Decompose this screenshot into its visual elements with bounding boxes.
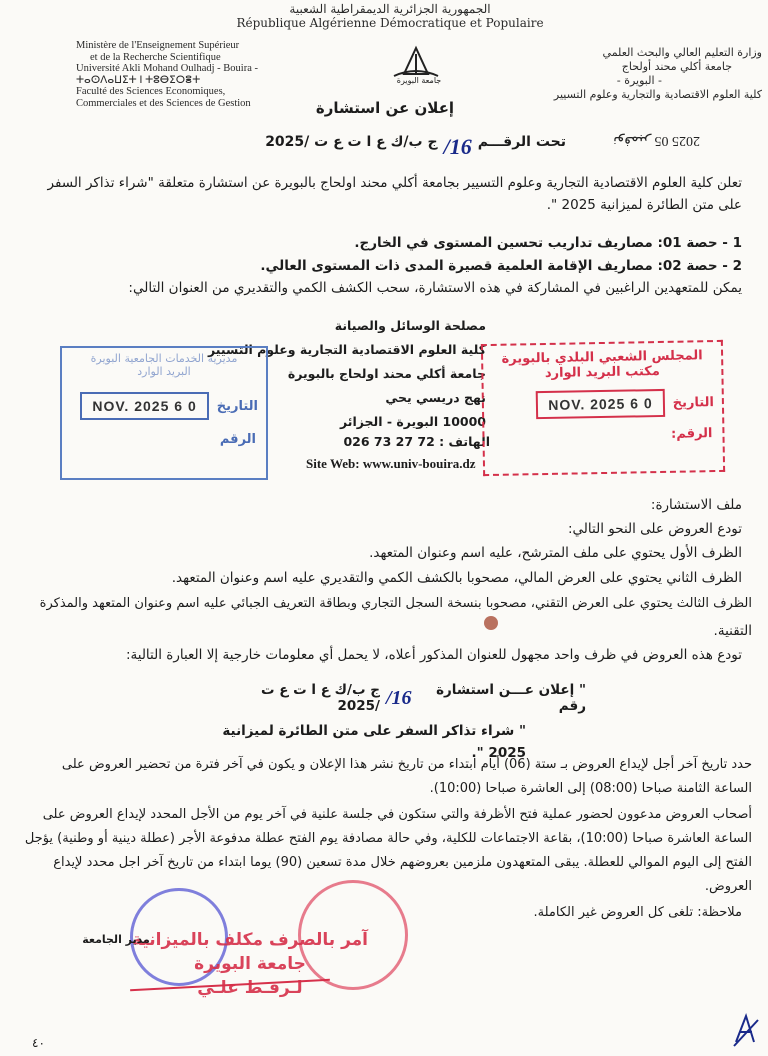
terms-p2a: أصحاب العروض مدعوون لحضور عملية فتح الأظرفة والتي ستكون في جلسة علنية في آخر يوم من الأجل المحدد لإيداع العروض على — [42, 807, 752, 822]
file-heading: ملف الاستشارة: — [650, 497, 742, 513]
stamp-blue-date: 0 6 NOV. 2025 — [80, 392, 208, 420]
file-line-5: التقنية. — [713, 623, 752, 639]
director-title: مدير الجامعة — [82, 933, 150, 946]
incoming-mail-stamp-blue — [60, 346, 268, 480]
stamp-red-number-label: الرقم: — [670, 426, 713, 442]
stamp-red-date-label: التاريخ — [672, 394, 715, 411]
quote-prefix: " إعلان عـــن استشارة رقم — [436, 682, 586, 714]
signature-stamp-line-1: آمر بالصرف مكلف بالميزانية — [131, 930, 369, 950]
stamp-blue-line-2: البريد الوارد — [137, 365, 191, 378]
french-ministry-1: Ministère de l'Enseignement Supérieur — [76, 40, 240, 51]
address-line-1: مصلحة الوسائل والصيانة — [334, 318, 486, 333]
tifinagh-line: ⵜⴰⵙⴷⴰⵡⵉⵜ ⵏ ⵜⵓⴱⵉⵔⴻⵜ — [76, 74, 201, 86]
stamp-red-line-2: مكتب البريد الوارد — [544, 364, 660, 382]
french-university: Université Akli Mohand Oulhadj - Bouira - — [76, 63, 258, 74]
stamp-red-line-1: المجلس الشعبي البلدي بالبويرة — [501, 348, 703, 367]
stamp-blue-line-1: مديرية الخدمات الجامعية البويرة — [90, 352, 238, 365]
invite-text: يمكن للمتعهدين الراغبين في المشاركة في هذه الاستشارة، سحب الكشف الكمي والتقديري من العنوان التالي: — [128, 280, 742, 296]
lot-2: 2 - حصة 02: مصاريف الإقامة العلمية قصيرة المدى ذات المستوى العالي. — [260, 258, 742, 274]
french-faculty-1: Faculté des Sciences Economiques, — [76, 86, 226, 97]
file-line-2: الظرف الأول يحتوي على ملف المترشح، عليه اسم وعنوان المتعهد. — [369, 545, 742, 561]
file-line-4: الظرف الثالث يحتوي على العرض التقني، مصحوبا بنسخة السجل التجاري وبطاقة التعريف الجبائي عليه اسم وعنوان المتعهد والمذكرة — [39, 596, 752, 611]
terms-p2b: الساعة العاشرة صباحا (10:00)، بقاعة الاجتماعات للكلية، وفي حالة مصادفة يوم الفتح عطلة مدفوعة الأجر (عطلة دينية أو وطنية) يؤجل — [24, 831, 752, 846]
arabic-ministry: وزارة التعليم العالي والبحث العلمي — [602, 46, 762, 59]
phone-number: 026 73 27 72 — [343, 434, 435, 449]
terms-p1b: الساعة الثامنة صباحا (08:00) إلى العاشرة صباحا (10:00). — [429, 781, 752, 796]
phone-label: الهاتف : — [439, 434, 490, 449]
initials-mark-icon — [730, 1012, 762, 1048]
page-title: إعلان عن استشارة — [315, 99, 455, 117]
terms-p2d: العروض. — [704, 879, 752, 894]
address-line-3: جامعة أكلي محند اولحاج بالبويرة — [287, 366, 486, 381]
file-line-3: الظرف الثاني يحتوي على العرض المالي، مصحوبا بالكشف الكمي والتقديري عليه اسم وعنوان المتعهد. — [171, 570, 742, 586]
signature-stamp-line-3: لـرقـط علـي — [197, 978, 303, 998]
file-line-6: تودع هذه العروض في ظرف واحد مجهول للعنوان المذكور أعلاه، لا يحمل أي معلومات خارجية إلا العبارة التالية: — [125, 647, 742, 663]
stamp-blue-date-label: التاريخ — [216, 398, 258, 414]
lot-1: 1 - حصة 01: مصاريف تداريب تحسين المستوى في الخارج. — [354, 235, 742, 251]
address-phone-row — [306, 434, 490, 449]
arabic-university: جامعة أكلي محند أولحاج — [621, 60, 732, 73]
terms-p1a: حدد تاريخ آخر أجل لإيداع العروض بـ ستة (06) أيام ابتداء من تاريخ نشر هذا الإعلان و يكون في آخر فترة من تحضير العروض على — [61, 757, 752, 772]
signature-stamp-line-2: جامعة البويرة — [194, 954, 306, 974]
reference-line — [236, 134, 566, 160]
website-link[interactable]: Site Web: www.univ-bouira.dz — [306, 456, 476, 471]
arabic-faculty: كلية العلوم الاقتصادية والتجارية وعلوم التسيير — [553, 88, 762, 101]
incoming-mail-stamp-red — [481, 340, 725, 476]
header-arabic-block — [432, 46, 762, 102]
file-line-1: تودع العروض على النحو التالي: — [568, 521, 742, 537]
french-ministry-2: et de la Recherche Scientifique — [90, 51, 221, 63]
quote-code: ج ب/ك ع ا ت ع ت /2025 — [260, 682, 380, 714]
ink-stain — [484, 616, 498, 630]
quote-number: 16/ — [385, 686, 412, 709]
arabic-city: - البويرة - — [616, 74, 662, 87]
handwritten-date: 2025 نوفمبر 05 — [613, 133, 700, 148]
address-line-4: نهج دريسي يحي — [385, 390, 486, 405]
header-republic — [190, 2, 590, 30]
quote-line-1 — [226, 682, 586, 714]
page-mark: ٤٠ — [32, 1036, 45, 1050]
french-republic: République Algérienne Démocratique et Populaire — [236, 16, 544, 30]
reference-number: 16/ — [443, 134, 472, 159]
terms-p2c: الفتح إلى اليوم الموالي للعطلة. يبقى المتعهدون ملزمين بعروضهم خلال مدة تسعين (90) يوما ابتداء من تاريخ آخر اجل محدد لإيداع — [53, 855, 752, 870]
address-line-2: كلية العلوم الاقتصادية التجارية وعلوم التسيير — [208, 342, 486, 357]
french-faculty-2: Commerciales et des Sciences de Gestion — [76, 97, 251, 109]
arabic-republic: الجمهورية الجزائرية الديمقراطية الشعبية — [289, 2, 491, 16]
stamp-red-date: 0 6 NOV. 2025 — [536, 389, 665, 419]
address-line-5: 10000 البويرة - الجزائر — [339, 414, 486, 429]
reference-code: ج ب/ك ع ا ت ع ت /2025 — [265, 134, 438, 150]
logo-caption: جامعة البويرة — [396, 76, 442, 85]
quote-line-2: " شراء تذاكر السفر على متن الطائرة لميزانية 2025 ". — [222, 723, 526, 761]
terms-note: ملاحظة: تلغى كل العروض غير الكاملة. — [533, 905, 742, 920]
reference-label: تحت الرقـــم — [477, 134, 566, 150]
stamp-blue-number-label: الرقم — [219, 432, 256, 447]
intro-text: تعلن كلية العلوم الاقتصادية التجارية وعلوم التسيير بجامعة أكلي محند اولحاج بالبويرة عن استشارة متعلقة "شراء تذاكر السفر على متن الطائرة لميزانية 2025 ". — [47, 175, 742, 213]
